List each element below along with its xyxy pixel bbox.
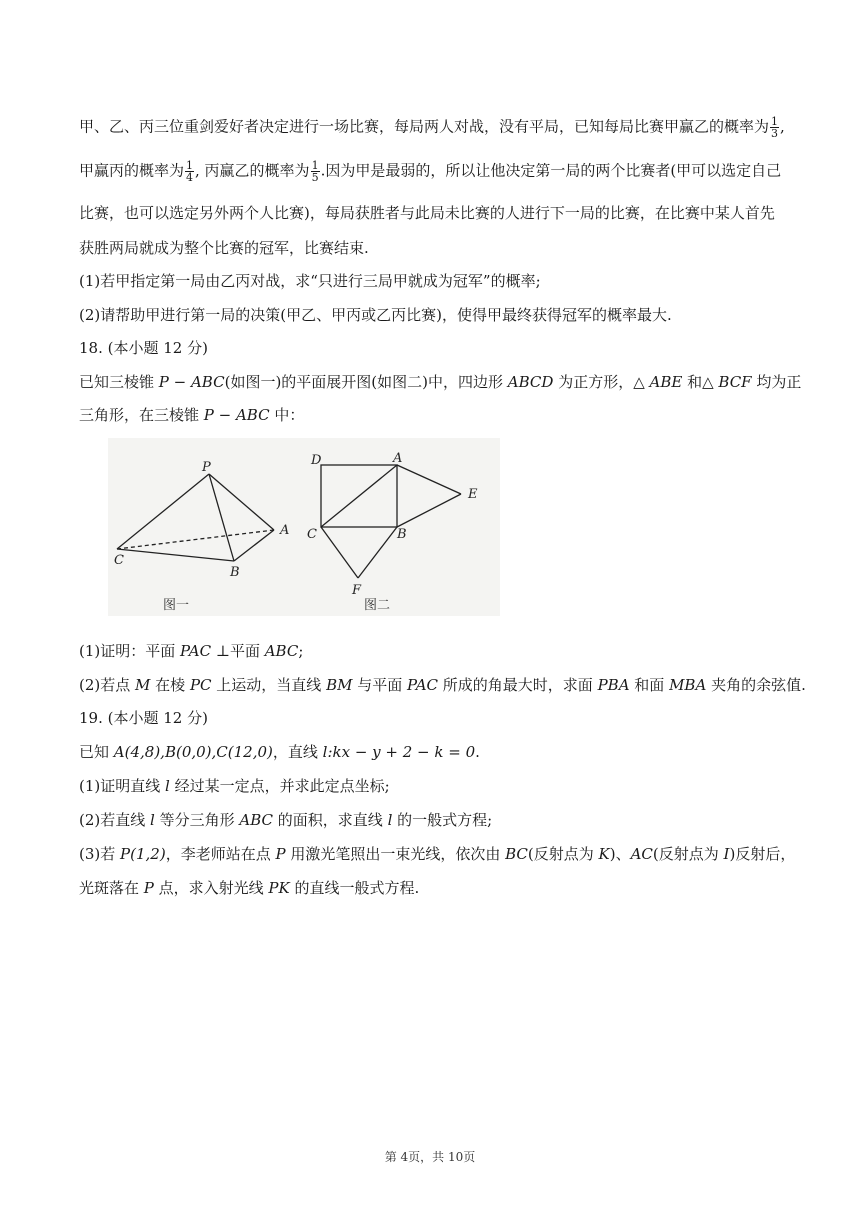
p18-header: 18. (本小题 12 分) [79, 339, 208, 357]
p18-question-1: (1)证明：平面 PAC ⊥平面 ABC; [79, 642, 304, 660]
label-B: B [230, 565, 240, 580]
fraction-one-third: $\frac{1}{3}$ [771, 115, 779, 140]
label-E: E [468, 487, 478, 502]
p19-question-3: (3)若 P(1,2)，李老师站在点 P 用激光笔照出一束光线，依次由 BC(反射点为 K)、AC(反射点为 I)反射后， [79, 845, 796, 863]
p19-question-2: (2)若直线 l 等分三角形 ABC 的面积，求直线 l 的一般式方程; [79, 811, 493, 829]
figure-scan-background [108, 438, 500, 616]
p17-line-4: 获胜两局就成为整个比赛的冠军，比赛结束. [79, 239, 369, 257]
p19-header: 19. (本小题 12 分) [79, 709, 208, 727]
p17-line-2: 甲赢丙的概率为 $\frac{1}{4}$ , 丙赢乙的概率为 $\frac{1}{5}$ .因为甲是最弱的，所以让他决定第一局的两个比赛者(甲可以选定自己 [79, 159, 782, 184]
caption-fig2: 图二 [364, 598, 391, 613]
label-D: D [311, 453, 322, 468]
p19-statement: 已知 A(4,8),B(0,0),C(12,0)，直线 l:kx − y + 2 − k = 0. [79, 743, 480, 761]
p18-statement-2: 三角形，在三棱锥 P − ABC 中： [79, 406, 305, 424]
label-A2: A [393, 451, 403, 466]
label-C2: C [307, 527, 317, 542]
p18-figure [108, 438, 500, 616]
p17-question-2: (2)请帮助甲进行第一局的决策(甲乙、甲丙或乙丙比赛)，使得甲最终获得冠军的概率最大. [79, 306, 672, 324]
fraction-one-fifth: $\frac{1}{5}$ [311, 159, 319, 184]
label-F: F [352, 583, 362, 598]
caption-fig1: 图一 [163, 598, 190, 613]
p19-question-1: (1)证明直线 l 经过某一定点，并求此定点坐标; [79, 777, 390, 795]
label-C: C [114, 553, 124, 568]
label-B2: B [397, 527, 407, 542]
fraction-one-quarter: $\frac{1}{4}$ [186, 159, 194, 184]
label-A: A [280, 523, 290, 538]
p18-question-2: (2)若点 M 在棱 PC 上运动，当直线 BM 与平面 PAC 所成的角最大时，求面 PBA 和面 MBA 夹角的余弦值. [79, 676, 806, 694]
p17-line-3: 比赛，也可以选定另外两个人比赛)，每局获胜者与此局未比赛的人进行下一局的比赛，在比赛中某人首先 [79, 204, 775, 222]
p19-question-3-cont: 光斑落在 P 点，求入射光线 PK 的直线一般式方程. [79, 879, 420, 897]
label-P: P [202, 460, 211, 475]
p17-question-1: (1)若甲指定第一局由乙丙对战，求“只进行三局甲就成为冠军”的概率; [79, 272, 541, 290]
p17-line-1: 甲、乙、丙三位重剑爱好者决定进行一场比赛，每局两人对战，没有平局，已知每局比赛甲赢乙的概率为 $\frac{1}{3}$ , [79, 115, 785, 140]
p18-statement-1: 已知三棱锥 P − ABC(如图一)的平面展开图(如图二)中，四边形 ABCD 为正方形，△ ABE 和△ BCF 均为正 [79, 373, 802, 391]
page-footer: 第 4页，共 10页 [384, 1150, 476, 1164]
